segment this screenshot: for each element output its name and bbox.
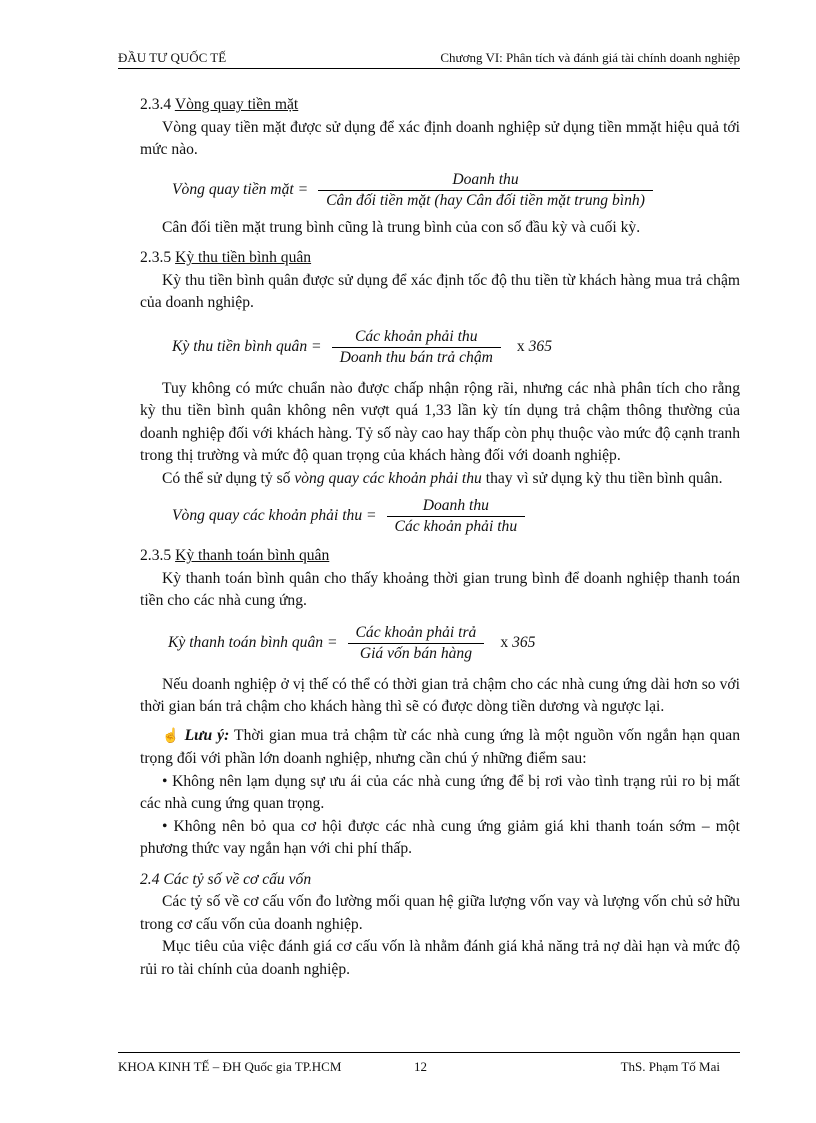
bullet-icon: •	[162, 817, 168, 835]
formula-label: Kỳ thu tiền bình quân =	[172, 337, 322, 355]
header-right: Chương VI: Phân tích và đánh giá tài chính doanh nghiệp	[440, 50, 740, 65]
section-title: Kỳ thanh toán bình quân	[175, 547, 330, 564]
paragraph: Mục tiêu của việc đánh giá cơ cấu vốn là nhằm đánh giá khả năng trả nợ dài hạn và mức độ rủi ro tài chính của doanh nghiệp.	[140, 938, 740, 978]
formula-label: Vòng quay tiền mặt =	[172, 180, 309, 198]
page-header	[118, 48, 740, 69]
fraction	[318, 170, 653, 211]
header-left: ĐẦU TƯ QUỐC TẾ	[118, 50, 227, 65]
formula-label: Vòng quay các khoản phải thu =	[172, 507, 377, 525]
page-footer	[118, 1052, 740, 1077]
formula-label: Kỳ thanh toán bình quân =	[168, 633, 338, 651]
formula-receivables-turnover	[172, 496, 740, 537]
paragraph: Các tỷ số về cơ cấu vốn đo lường mối quan hệ giữa lượng vốn vay và lượng vốn chủ sở hữu trong cơ cấu vốn của doanh nghiệp.	[140, 893, 740, 933]
fraction	[387, 496, 526, 537]
denominator: Cân đối tiền mặt (hay Cân đối tiền mặt trung bình)	[326, 191, 645, 209]
section-title: Kỳ thu tiền bình quân	[175, 249, 312, 266]
note-paragraph: ☝ Lưu ý: Thời gian mua trả chậm từ các nhà cung ứng là một nguồn vốn ngắn hạn quan trọng đối với phần lớn doanh nghiệp, nhưng cần chú ý những điểm sau:	[140, 726, 740, 767]
formula-cash-turnover	[172, 170, 740, 211]
paragraph: Tuy không có mức chuẩn nào được chấp nhận rộng rãi, nhưng các nhà phân tích cho rằng kỳ thu tiền bình quân không nên vượt quá 1,33 lần kỳ tín dụng trả chậm thông thường của doanh nghiệp đối với khách hàng. Tỷ số này cao hay thấp còn phụ thuộc vào mức độ cạnh tranh trong thị trường và mức độ quan trọng của khách hàng đối với doanh nghiệp.	[140, 379, 740, 464]
numerator: Các khoản phải thu	[354, 327, 478, 345]
numerator: Các khoản phải trả	[355, 623, 477, 641]
note-label: Lưu ý:	[184, 726, 230, 744]
denominator: Giá vốn bán hàng	[359, 644, 473, 662]
paragraph: Có thể sử dụng tỷ số vòng quay các khoản phải thu thay vì sử dụng kỳ thu tiền bình quân.	[162, 469, 723, 487]
pointing-hand-icon: ☝	[162, 728, 181, 744]
section-heading-2-4: 2.4 Các tỷ số về cơ cấu vốn	[140, 870, 312, 888]
section-heading-2-3-5-a: 2.3.5 Kỳ thu tiền bình quân	[140, 249, 312, 266]
section-heading-2-3-5-b: 2.3.5 Kỳ thanh toán bình quân	[140, 547, 330, 564]
paragraph: Vòng quay tiền mặt được sử dụng để xác định doanh nghiệp sử dụng tiền mmặt hiệu quả tới mức nào.	[140, 118, 740, 158]
list-item: • Không nên bỏ qua cơ hội được các nhà cung ứng giảm giá khi thanh toán sớm – một phương thức vay ngắn hạn với chi phí thấp.	[140, 817, 740, 857]
paragraph: Kỳ thanh toán bình quân cho thấy khoảng thời gian trung bình để doanh nghiệp thanh toán tiền cho các nhà cung ứng.	[140, 569, 740, 609]
paragraph: Kỳ thu tiền bình quân được sử dụng để xác định tốc độ thu tiền từ khách hàng mua trả chậm của doanh nghiệp.	[140, 271, 740, 311]
bullet-icon: •	[162, 772, 168, 790]
multiplier: x 365	[500, 633, 536, 651]
paragraph: Cân đối tiền mặt trung bình cũng là trung bình của con số đầu kỳ và cuối kỳ.	[162, 218, 641, 236]
numerator: Doanh thu	[422, 497, 489, 514]
denominator: Doanh thu bán trả chậm	[339, 348, 493, 366]
fraction	[348, 623, 485, 664]
numerator: Doanh thu	[452, 170, 519, 188]
formula-payment-period	[168, 623, 740, 664]
footer-right: ThS. Phạm Tố Mai	[620, 1059, 720, 1074]
denominator: Các khoản phải thu	[394, 518, 518, 535]
page-number: 12	[414, 1059, 427, 1074]
list-item: • Không nên lạm dụng sự ưu ái của các nhà cung ứng để bị rơi vào tình trạng rủi ro bị mất các nhà cung ứng quan trọng.	[140, 772, 740, 812]
formula-collection-period	[172, 327, 740, 368]
paragraph: Nếu doanh nghiệp ở vị thế có thể có thời gian trả chậm cho các nhà cung ứng dài hơn so với thời gian bán trả chậm cho khách hàng thì sẽ có được dòng tiền dương và ngược lại.	[140, 675, 740, 715]
fraction	[332, 327, 501, 368]
page-content	[140, 94, 740, 981]
footer-left: KHOA KINH TẾ – ĐH Quốc gia TP.HCM	[118, 1059, 342, 1074]
section-heading-2-3-4: 2.3.4 Vòng quay tiền mặt	[140, 96, 299, 113]
multiplier: x 365	[516, 337, 552, 355]
section-title: Vòng quay tiền mặt	[174, 96, 299, 113]
